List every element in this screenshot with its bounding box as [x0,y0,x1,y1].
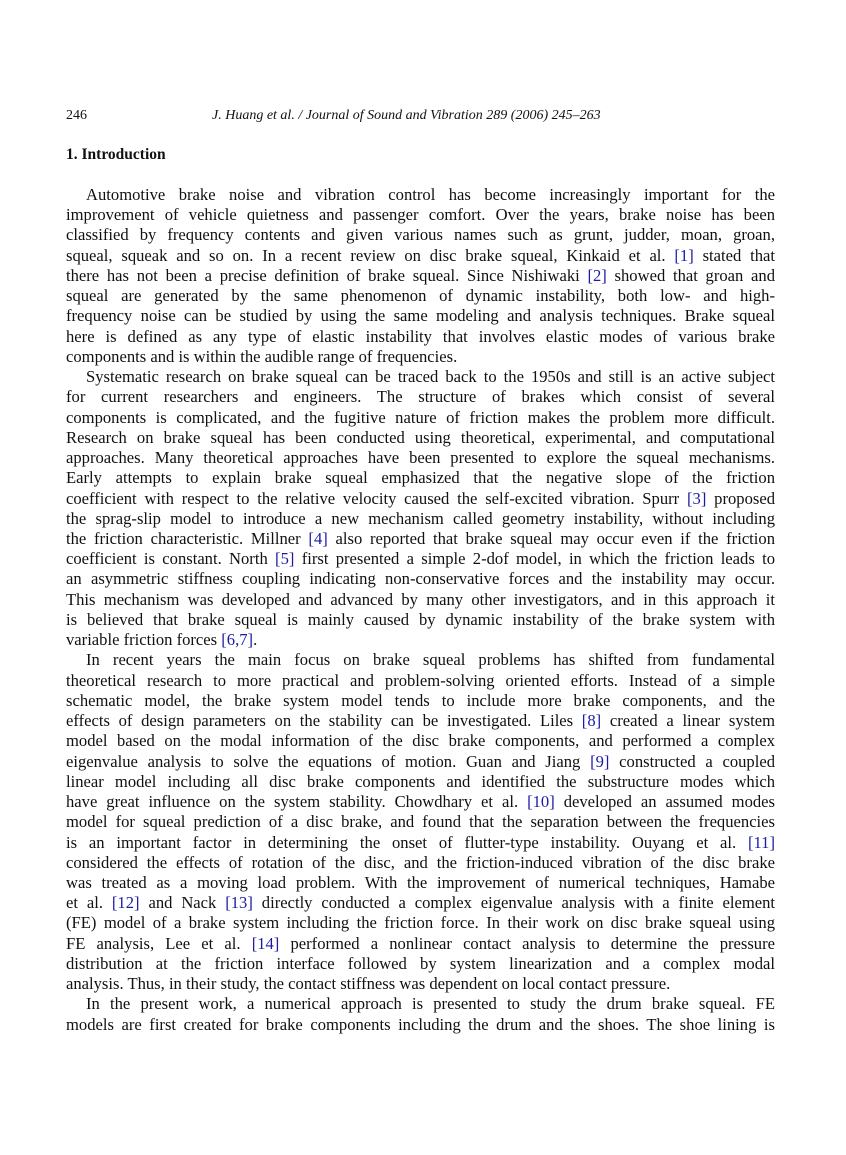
text-line: models are first created for brake components including the drum and the shoes. The shoe lining is [66,1014,775,1034]
paragraph [66,994,775,1034]
section-heading: 1. Introduction [66,146,166,163]
text-line: have great influence on the system stability. Chowdhary et al. [10] developed an assumed modes [66,792,775,812]
text-line: is believed that brake squeal is mainly caused by dynamic instability of the brake system with [66,609,775,629]
text-line: was treated as a moving load problem. With the improvement of numerical techniques, Hamabe [66,872,775,892]
text-line: here is defined as any type of elastic instability that involves elastic modes of various brake [66,326,775,346]
text-line: (FE) model of a brake system including the friction force. In their work on disc brake squeal using [66,913,775,933]
text-line: This mechanism was developed and advanced by many other investigators, and in this approach it [66,589,775,609]
text-line: considered the effects of rotation of the disc, and the friction-induced vibration of the disc brake [66,852,775,872]
text-line: distribution at the friction interface followed by system linearization and a complex modal [66,953,775,973]
text-line: improvement of vehicle quietness and passenger comfort. Over the years, brake noise has been [66,205,775,225]
text-line: for current researchers and engineers. The structure of brakes which consist of several [66,387,775,407]
citation-link[interactable]: [4] [308,528,328,548]
text-line: Automotive brake noise and vibration control has become increasingly important for the [86,185,775,204]
text-line: coefficient with respect to the relative velocity caused the self-excited vibration. Spurr [3] proposed [66,488,776,508]
running-head: J. Huang et al. / Journal of Sound and Vibration 289 (2006) 245–263 [212,108,601,123]
text-line: is an important factor in determining the onset of flutter-type instability. Ouyang et al. [11] [66,832,775,852]
text-line: model for squeal prediction of a disc brake, and found that the separation between the frequencies [66,812,775,832]
text-line: components is complicated, and the fugitive nature of friction makes the problem more difficult. [66,407,775,427]
text-line: the friction characteristic. Millner [4] also reported that brake squeal may occur even if the friction [66,528,775,548]
citation-link[interactable]: [13] [225,893,253,913]
body-text [66,185,775,1035]
text-line: the sprag-slip model to introduce a new mechanism called geometry instability, without including [66,508,775,528]
citation-link[interactable]: [14] [251,933,280,953]
citation-link[interactable]: [3] [687,488,707,508]
text-line: approaches. Many theoretical approaches have been presented to explore the squeal mechanisms. [66,448,775,468]
citation-link[interactable]: [2] [587,265,607,285]
text-line: Early attempts to explain brake squeal emphasized that the negative slope of the friction [66,468,775,488]
citation-link[interactable]: [6,7] [221,630,254,650]
text-line: an asymmetric stiffness coupling indicating non-conservative forces and the instability may occur. [66,569,775,589]
citation-link[interactable]: [10] [527,792,555,812]
text-line: analysis. Thus, in their study, the contact stiffness was dependent on local contact pressure. [66,974,671,994]
text-line: effects of design parameters on the stability can be investigated. Liles [8] created a linear system [66,711,775,731]
text-line: coefficient is constant. North [5] first presented a simple 2-dof model, in which the friction leads to [66,549,775,569]
paragraph [66,367,775,650]
text-line: classified by frequency contents and given various names such as grunt, judder, moan, groan, [66,225,775,245]
text-line: there has not been a precise definition of brake squeal. Since Nishiwaki [2] showed that groan and [66,265,775,285]
text-line: model based on the modal information of the disc brake components, and performed a complex [66,731,775,751]
text-line: In the present work, a numerical approach is presented to study the drum brake squeal. FE [86,994,775,1014]
text-line: schematic model, the brake system model tends to include more brake components, and the [66,690,775,710]
text-line: et al. [12] and Nack [13] directly conducted a complex eigenvalue analysis with a finite element [66,893,775,913]
text-line: In recent years the main focus on brake squeal problems has shifted from fundamental [86,650,775,670]
page-number: 246 [66,108,87,123]
text-line: Systematic research on brake squeal can be traced back to the 1950s and still is an active subject [86,367,775,387]
text-line: FE analysis, Lee et al. [14] performed a nonlinear contact analysis to determine the pressure [66,933,775,953]
paragraph [66,185,775,367]
citation-link[interactable]: [12] [111,893,140,913]
text-line: linear model including all disc brake components and identified the substructure modes which [66,771,775,791]
citation-link[interactable]: [9] [590,751,610,771]
citation-link[interactable]: [1] [674,245,694,265]
text-line: squeal, squeak and so on. In a recent review on disc brake squeal, Kinkaid et al. [1] stated that [66,245,775,265]
paragraph [66,650,775,994]
citation-link[interactable]: [5] [275,549,295,569]
text-line: frequency noise can be studied by using the same modeling and analysis techniques. Brake squeal [66,306,775,326]
text-line: squeal are generated by the same phenomenon of dynamic instability, both low- and high- [66,286,775,306]
citation-link[interactable]: [11] [747,832,775,852]
citation-link[interactable]: [8] [581,711,602,731]
text-line: theoretical research to more practical and problem-solving oriented efforts. Instead of a simple [66,670,775,690]
text-line: eigenvalue analysis to solve the equations of motion. Guan and Jiang [9] constructed a coupled [66,751,776,771]
text-line: variable friction forces [6,7]. [66,630,258,650]
text-line: Research on brake squeal has been conducted using theoretical, experimental, and computational [66,427,775,447]
text-line: components and is within the audible range of frequencies. [66,346,458,366]
